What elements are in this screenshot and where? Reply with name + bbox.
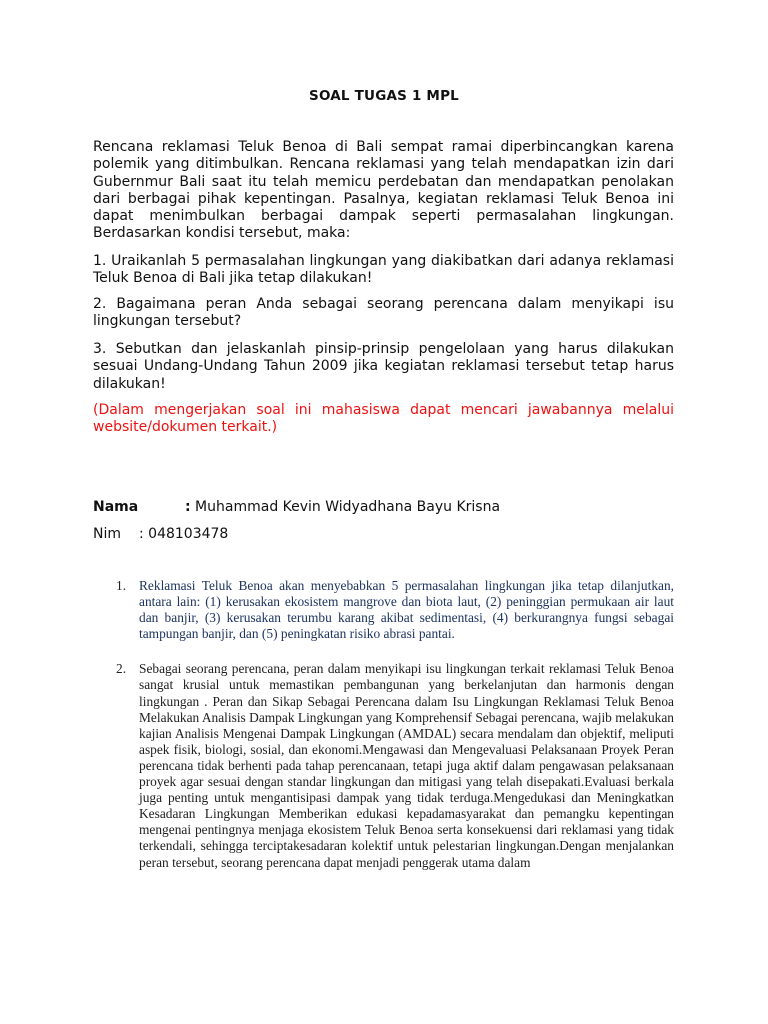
student-nim-row <box>93 526 228 542</box>
name-label: Nama <box>93 499 139 515</box>
document-title: SOAL TUGAS 1 MPL <box>309 88 459 104</box>
student-name-row <box>93 499 500 515</box>
question-3: 3. Sebutkan dan jelaskanlah pinsip-prinsip pengelolaan yang harus dilakukan sesuai Undang-Undang Tahun 2009 jika kegiatan reklamasi tersebut tetap harus dilakukan! <box>93 341 674 392</box>
name-colon: : <box>185 499 191 515</box>
answer-number: 2. <box>116 661 127 677</box>
name-value: Muhammad Kevin Widyadhana Bayu Krisna <box>190 499 501 515</box>
answer-list <box>108 578 674 871</box>
nim-label: Nim <box>93 526 121 542</box>
nim-value: : 048103478 <box>139 526 229 542</box>
intro-paragraph: Rencana reklamasi Teluk Benoa di Bali sempat ramai diperbincangkan karena polemik yang ditimbulkan. Rencana reklamasi yang telah mendapatkan izin dari Gubernmur Bali saat itu telah memicu perdebatan dan mendapatkan penolakan dari berbagai pihak kepentingan. Pasalnya, kegiatan reklamasi Teluk Benoa ini dapat menimbulkan berbagai dampak seperti permasalahan lingkungan. Berdasarkan kondisi tersebut, maka: <box>93 139 674 242</box>
question-1: 1. Uraikanlah 5 permasalahan lingkungan yang diakibatkan dari adanya reklamasi Teluk Benoa di Bali jika tetap dilakukan! <box>93 253 674 287</box>
answer-item <box>108 661 674 870</box>
answer-text: Sebagai seorang perencana, peran dalam menyikapi isu lingkungan terkait reklamasi Teluk Benoa sangat krusial untuk memastikan pembangunan yang berkelanjutan dan harmonis dengan lingkungan . Peran dan Sikap Sebagai Perencana dalam Isu Lingkungan Reklamasi Teluk Benoa Melakukan Analisis Dampak Lingkungan yang Komprehensif Sebagai perencana, wajib melakukan kajian Analisis Mengenai Dampak Lingkungan (AMDAL) secara mendalam dan objektif, meliputi aspek fisik, biologi, sosial, dan ekonomi.Mengawasi dan Mengevaluasi Pelaksanaan Proyek Peran perencana tidak berhenti pada tahap perencanaan, tetapi juga aktif dalam pengawasan pelaksanaan proyek agar sesuai dengan standar lingkungan dan mitigasi yang telah disepakati.Evaluasi berkala juga penting untuk mengantisipasi dampak yang tidak terduga.Mengedukasi dan Meningkatkan Kesadaran Lingkungan Memberikan edukasi kepadamasyarakat dan pemangku kepentingan mengenai pentingnya menjaga ekosistem Teluk Benoa serta konsekuensi dari reklamasi yang tidak terkendali, sehingga terciptakesadaran kolektif untuk pelestarian lingkungan.Dengan menjalankan peran tersebut, seorang perencana dapat menjadi penggerak utama dalam <box>139 661 674 870</box>
answer-text: Reklamasi Teluk Benoa akan menyebabkan 5 permasalahan lingkungan jika tetap dilanjutkan, antara lain: (1) kerusakan ekosistem mangrove dan biota laut, (2) peninggian permukaan air laut dan banjir, (3) kerusakan terumbu karang akibat sedimentasi, (4) berkurangnya fungsi sebagai tampungan banjir, dan (5) peningkatan risiko abrasi pantai. <box>139 578 674 642</box>
question-2: 2. Bagaimana peran Anda sebagai seorang perencana dalam menyikapi isu lingkungan tersebut? <box>93 296 674 330</box>
answer-item <box>108 578 674 642</box>
instruction-note: (Dalam mengerjakan soal ini mahasiswa dapat mencari jawabannya melalui website/dokumen terkait.) <box>93 402 674 436</box>
answer-number: 1. <box>116 578 127 593</box>
